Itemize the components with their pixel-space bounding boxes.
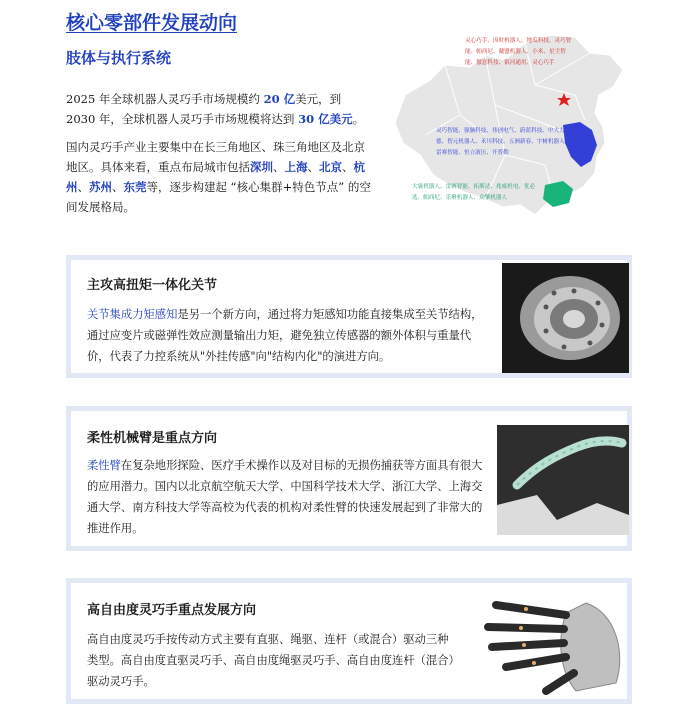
section-subtitle: 肢体与执行系统	[66, 49, 172, 67]
card-title: 柔性机械臂是重点方向	[87, 431, 218, 446]
joint-image	[502, 263, 629, 373]
city-highlight: 东莞	[123, 180, 147, 194]
card-body	[87, 455, 492, 539]
map-label-south: 大寰机器人、雷赛智能、拓斯达、兆威机电、优必选、帕西尼、乐聚机器人、众擎机器人	[412, 184, 536, 201]
card-torque-joint	[66, 255, 632, 378]
card-body-text: 是另一个新方向，通过将力矩感知功能直接集成至关节结构，通过应变片或磁弹性效应测量输出力矩，避免独立传感器的额外体积与重量代价，代表了力控系统从"外挂传感"向"结构内化"的演进方向。	[87, 308, 483, 363]
card-body-text: 高自由度灵巧手按传动方式主要有直驱、绳驱、连杆（或混合）驱动三种类型。高自由度直驱灵巧手、高自由度绳驱灵巧手、高自由度连杆（混合）驱动灵巧手。	[87, 633, 455, 688]
intro-text: 等，逐步构建起 “核心集群+特色节点” 的空间发展格局。	[66, 180, 371, 214]
flexible-arm-image	[497, 425, 629, 535]
city-highlight: 上海	[284, 160, 308, 174]
intro-paragraph-regions	[66, 137, 376, 217]
card-body	[87, 304, 487, 367]
city-highlight: 苏州	[89, 180, 112, 194]
joint-icon	[502, 263, 629, 373]
intro-text: 2025 年全球机器人灵巧手市场规模约	[66, 92, 264, 106]
map-label-east: 灵巧智能、强脑科技、伟创电气、蔚蓝科技、中大力德、智元机器人、禾川科技、五洲新春、宇树机器人、雷赛智能、恒立液压、开普勒	[436, 128, 571, 156]
card-title: 主攻高扭矩一体化关节	[87, 278, 218, 293]
separator: 、	[307, 160, 319, 174]
card-lead-term: 柔性臂	[87, 459, 121, 472]
intro-text: 。	[352, 112, 365, 126]
dexterous-hand-image	[466, 583, 631, 701]
intro-paragraph-market	[66, 89, 366, 129]
separator: 、	[112, 180, 124, 194]
map-label-north: 灵心巧手、因时机器人、地瓜科技、灵巧智能、帕西尼、戴盟机器人、小米、星尘智能、傲意科技、银河通用、灵心巧手	[465, 38, 572, 66]
china-industry-map	[385, 25, 635, 225]
city-highlight: 杭州	[66, 160, 365, 194]
city-highlight: 北京	[319, 160, 342, 174]
card-body-text: 在复杂地形探险、医疗手术操作以及对目标的无损伤捕获等方面具有很大的应用潜力。国内以北京航空航天大学、中国科学技术大学、浙江大学、上海交通大学、南方科技大学等高校为代表的机构对柔性臂的快速发展起到了非常大的推进作用。	[87, 459, 483, 535]
card-lead-term: 关节集成力矩感知	[87, 308, 178, 321]
city-highlight: 深圳	[250, 160, 273, 174]
card-dexterous-hand	[66, 578, 632, 704]
highlight-value: 20 亿	[263, 92, 296, 106]
intro-text: 美元，到 2030 年，全球机器人灵巧手市场规模将达到	[66, 92, 342, 126]
flexible-arm-icon	[497, 425, 629, 535]
highlight-value: 30 亿美元	[298, 112, 353, 126]
card-title: 高自由度灵巧手重点发展方向	[87, 603, 257, 618]
separator: 、	[77, 180, 89, 194]
card-flexible-arm	[66, 406, 632, 551]
card-body	[87, 629, 457, 692]
robot-hand-icon	[466, 583, 631, 701]
separator: 、	[342, 160, 354, 174]
intro-text: 国内灵巧手产业主要集中在长三角地区、珠三角地区及北京地区。具体来看，重点布局城市包括	[66, 140, 365, 174]
page-title: 核心零部件发展动向	[66, 12, 238, 34]
separator: 、	[273, 160, 285, 174]
